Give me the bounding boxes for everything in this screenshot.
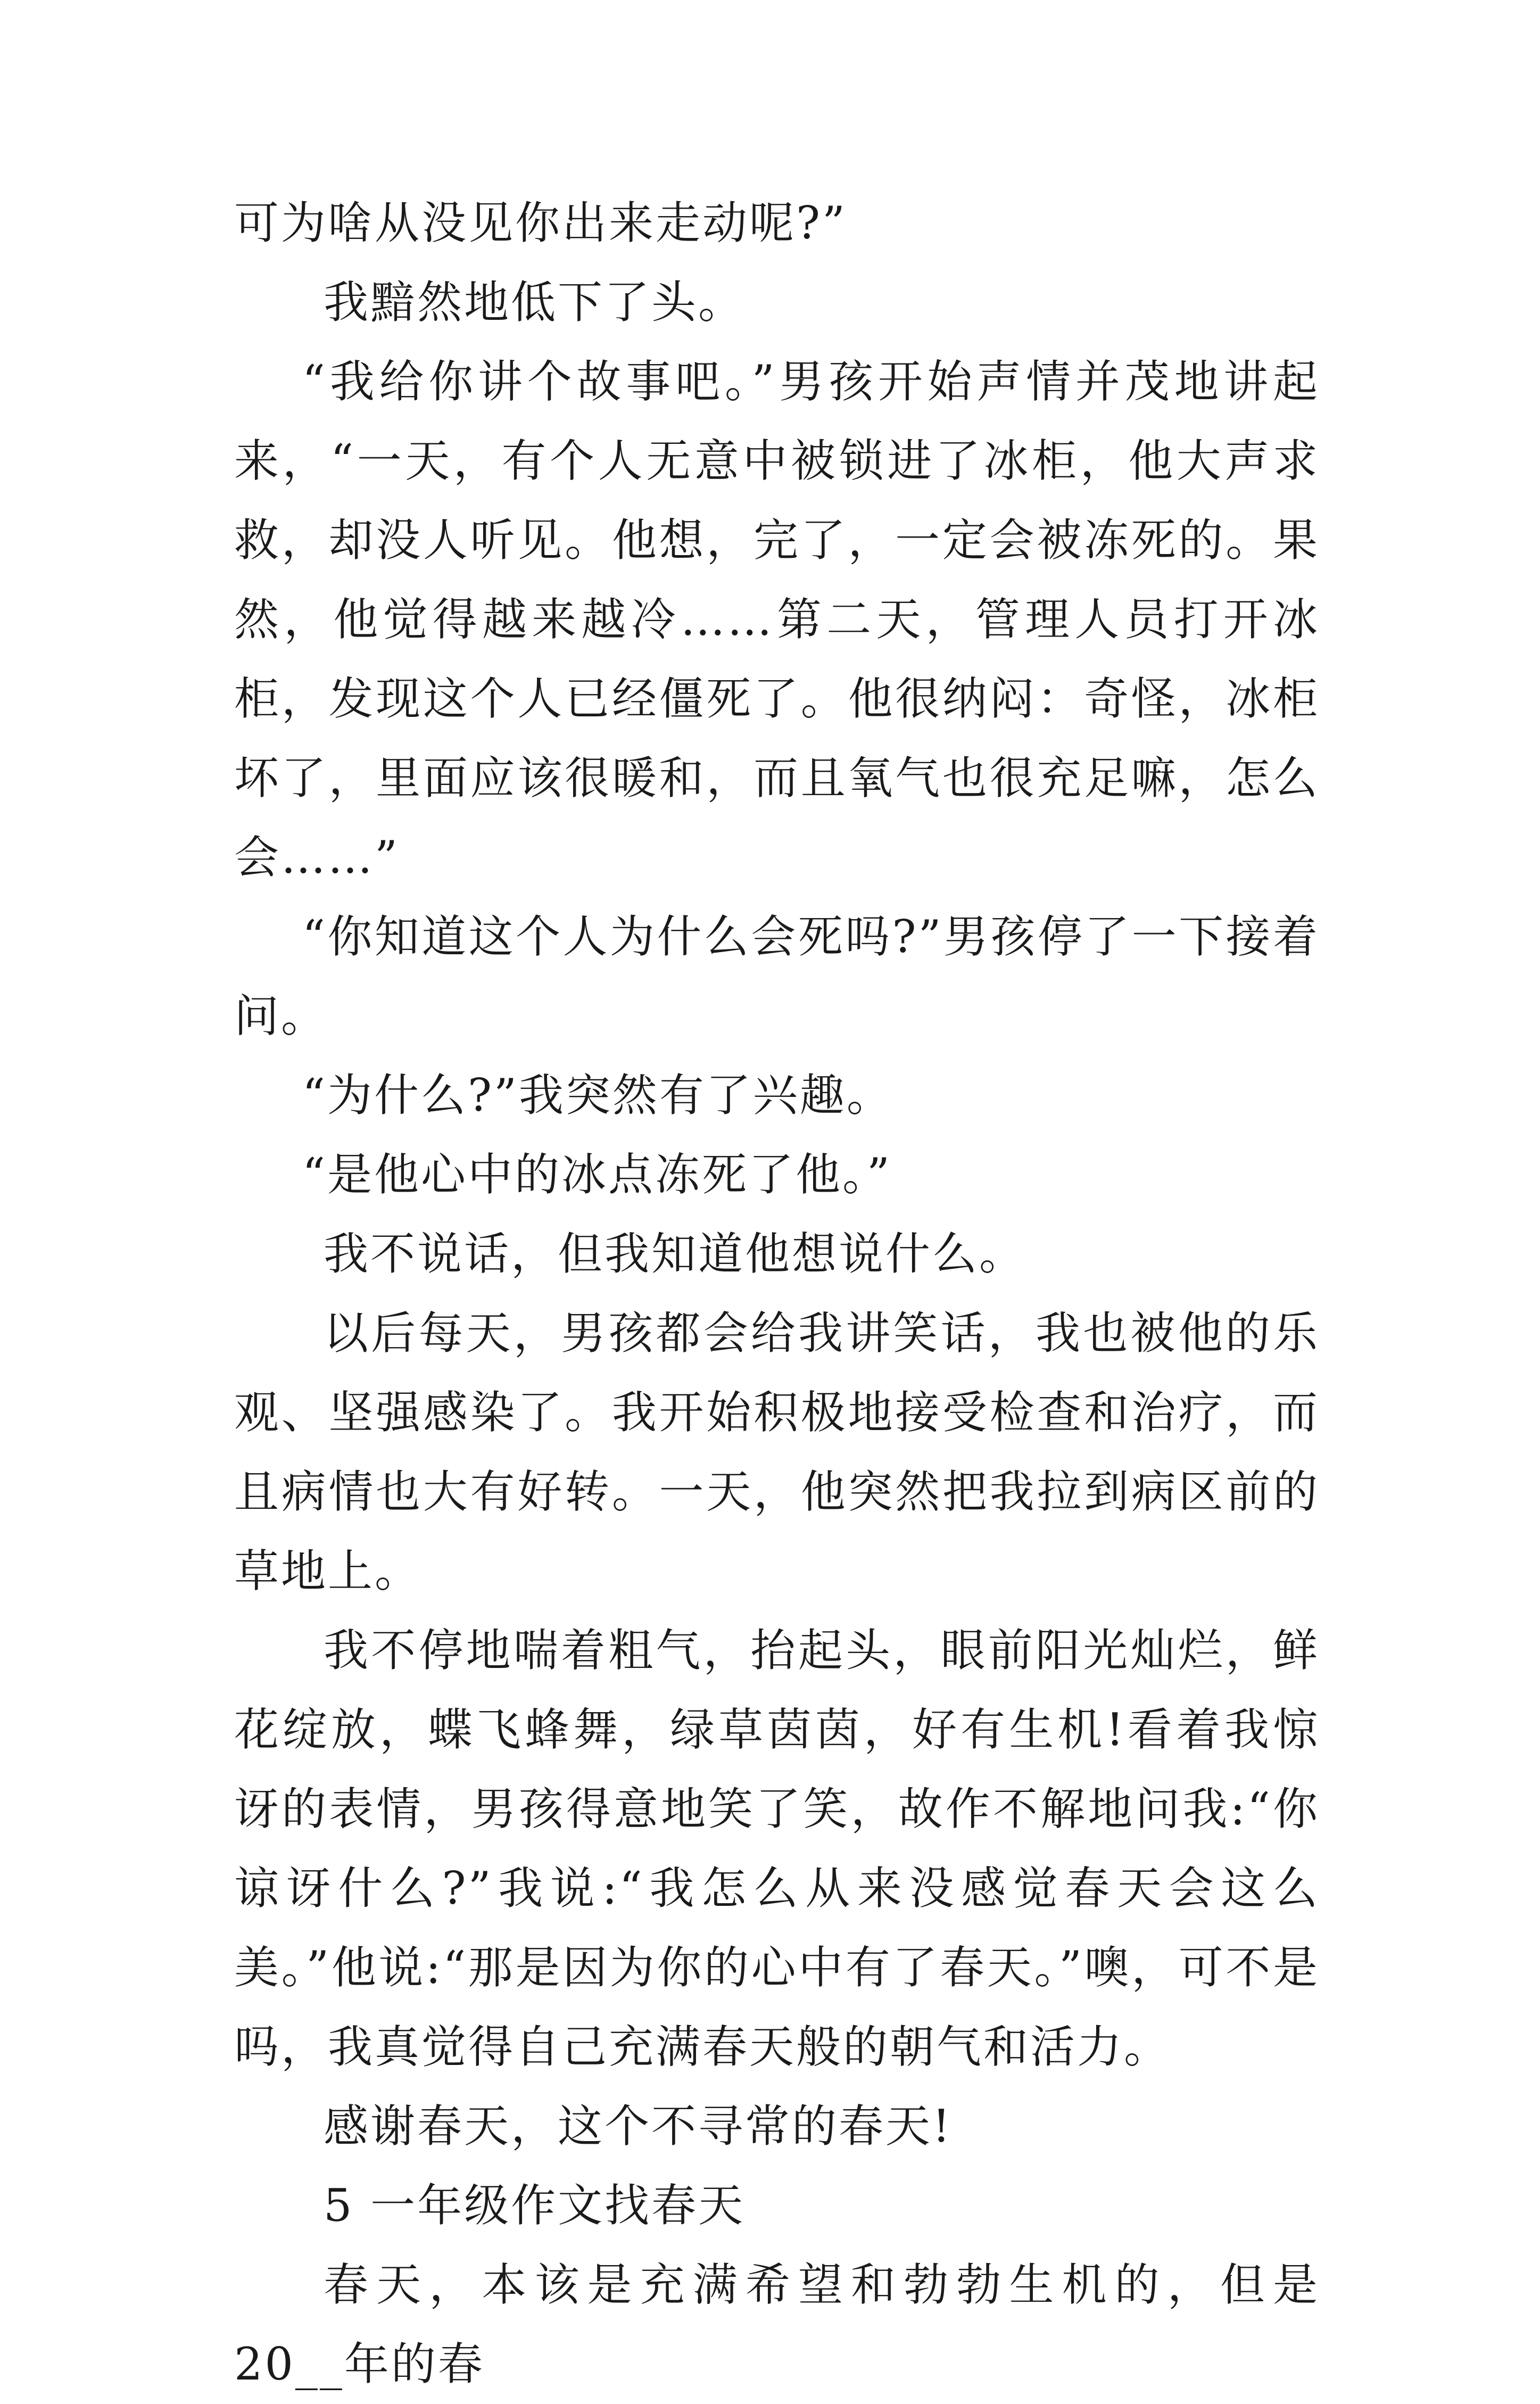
paragraph-2: 我黯然地低下了头。 (324, 276, 746, 328)
paragraph-1: 可为啥从没见你出来走动呢?” (234, 197, 847, 249)
paragraph-9: 我不停地喘着粗气，抬起头，眼前阳光灿烂，鲜花绽放，蝶飞蜂舞，绿草茵茵，好有生机!看着我惊讶的表情，男孩得意地笑了笑，故作不解地问我:“你谅讶什么?”我说:“我怎么从来没感觉春天会这么美。”他说:“那是因为你的心中有了春天。”噢，可不是吗，我真觉得自己充满春天般的朝气和活力。 (234, 1624, 1320, 2073)
paragraph-8: 以后每天，男孩都会给我讲笑话，我也被他的乐观、坚强感染了。我开始积极地接受检查和治疗，而且病情也大有好转。一天，他突然把我拉到病区前的草地上。 (234, 1307, 1320, 1597)
body-text (234, 184, 1320, 2404)
paragraph-7: 我不说话，但我知道他想说什么。 (324, 1228, 1026, 1280)
paragraph-4: “你知道这个人为什么会死吗?”男孩停了一下接着问。 (234, 911, 1320, 1042)
paragraph-6: “是他心中的冰点冻死了他。” (302, 1149, 892, 1201)
paragraph-3: “我给你讲个故事吧。”男孩开始声情并茂地讲起来，“一天，有个人无意中被锁进了冰柜，他大声求救，却没人听见。他想，完了，一定会被冻死的。果然，他觉得越来越冷……第二天，管理人员打开冰柜，发现这个人已经僵死了。他很纳闷：奇怪，冰柜坏了，里面应该很暖和，而且氧气也很充足嘛，怎么会……” (234, 356, 1320, 883)
paragraph-12: 春天，本该是充满希望和勃勃生机的，但是20__年的春 (234, 2259, 1320, 2390)
paragraph-10: 感谢春天，这个不寻常的春天! (324, 2100, 953, 2152)
paragraph-5: “为什么?”我突然有了兴趣。 (302, 1069, 893, 1121)
section-heading: 5 一年级作文找春天 (324, 2179, 746, 2232)
